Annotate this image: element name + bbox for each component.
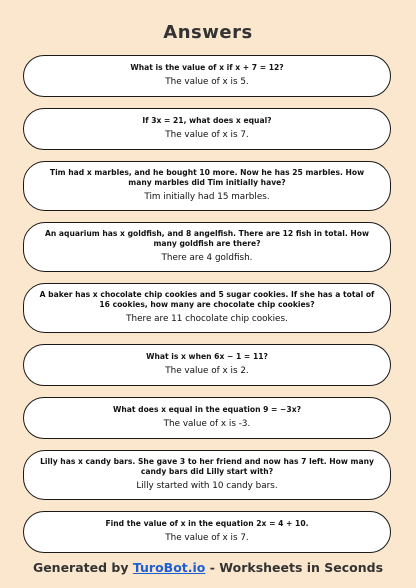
answer-text: There are 4 goldfish.: [161, 253, 253, 264]
answer-card: [23, 222, 391, 272]
answer-card: [23, 55, 391, 97]
answer-text: The value of x is 5.: [165, 77, 249, 88]
answer-card: [23, 450, 391, 500]
footer-suffix: - Worksheets in Seconds: [205, 560, 384, 575]
answer-card: [23, 511, 391, 553]
footer-prefix: Generated by: [32, 560, 133, 575]
answer-text: Lilly started with 10 candy bars.: [136, 481, 278, 492]
question-text: What does x equal in the equation 9 = −3x?: [112, 405, 302, 415]
answer-card: [23, 161, 391, 211]
question-text: Lilly has x candy bars. She gave 3 to her friend and now has 7 left. How many candy bars did Lilly start with?: [40, 457, 374, 477]
question-text: If 3x = 21, what does x equal?: [142, 116, 272, 126]
answer-card: [23, 283, 391, 333]
answer-card: [23, 108, 391, 150]
question-text: An aquarium has x goldfish, and 8 angelfish. There are 12 fish in total. How many goldfish are there?: [45, 229, 369, 249]
answer-text: The value of x is 7.: [165, 533, 249, 544]
answer-text: The value of x is 2.: [165, 366, 249, 377]
answer-text: The value of x is 7.: [165, 130, 249, 141]
answer-text: The value of x is -3.: [163, 419, 251, 430]
question-text: A baker has x chocolate chip cookies and 5 sugar cookies. If she has a total of 16 cookies, how many are chocolate chip cookies?: [39, 290, 375, 310]
question-text: Find the value of x in the equation 2x = 4 + 10.: [105, 519, 309, 529]
answer-text: Tim initially had 15 marbles.: [144, 192, 270, 203]
question-text: What is the value of x if x + 7 = 12?: [130, 63, 284, 73]
answer-card: [23, 397, 391, 439]
question-text: Tim had x marbles, and he bought 10 more. Now he has 25 marbles. How many marbles did Tim initially have?: [49, 168, 365, 188]
answer-card: [23, 344, 391, 386]
page-title: Answers: [163, 22, 253, 43]
brand-link[interactable]: TuroBot.io: [132, 560, 206, 575]
answer-text: There are 11 chocolate chip cookies.: [126, 314, 288, 325]
footer: [0, 560, 416, 575]
question-text: What is x when 6x − 1 = 11?: [146, 352, 268, 362]
